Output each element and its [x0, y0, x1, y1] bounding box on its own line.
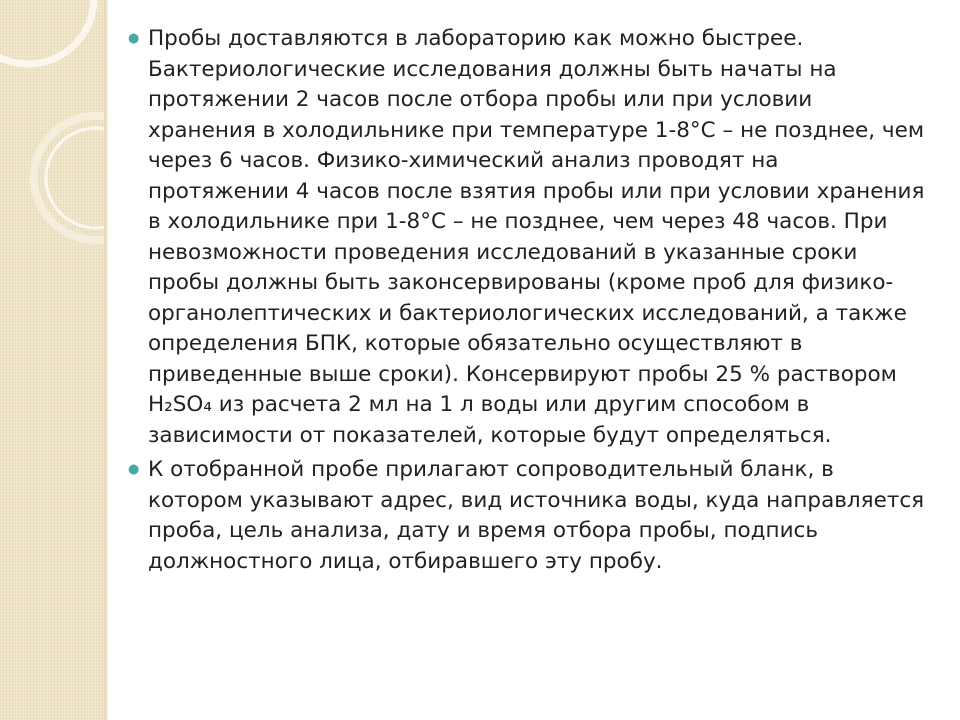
bullet-item: [126, 24, 926, 451]
side-panel-edge: [104, 0, 108, 720]
bullet-icon: ●: [128, 31, 140, 46]
ring-decoration-icon: [0, 0, 108, 720]
bullet-icon: ●: [128, 462, 140, 477]
bullet-item: [126, 455, 926, 577]
bullet-text: Пробы доставляются в лабораторию как можно быстрее. Бактериологические исследования должны быть начаты на протяжении 2 часов после отбора пробы или при условии хранения в холодильнике при температуре 1-8°С – не позднее, чем через 6 часов. Физико-химический анализ проводят на протяжении 4 часов после взятия пробы или при условии хранения в холодильнике при 1-8°С – не позднее, чем через 48 часов. При невозможности проведения исследований в указанные сроки пробы должны быть законсервированы (кроме проб для физико-органолептических и бактериологических исследований, а также определения БПК, которые обязательно осуществляют в приведенные выше сроки). Консервируют пробы 25 % раствором H₂SO₄ из расчета 2 мл на 1 л воды или другим способом в зависимости от показателей, которые будут определяться.: [148, 26, 925, 448]
bullet-text: К отобранной пробе прилагают сопроводительный бланк, в котором указывают адрес, вид источника воды, куда направляется проба, цель анализа, дату и время отбора пробы, подпись должностного лица, отбиравшего эту пробу.: [148, 457, 925, 574]
text-content: [126, 24, 926, 581]
decorative-side-panel: [0, 0, 108, 720]
